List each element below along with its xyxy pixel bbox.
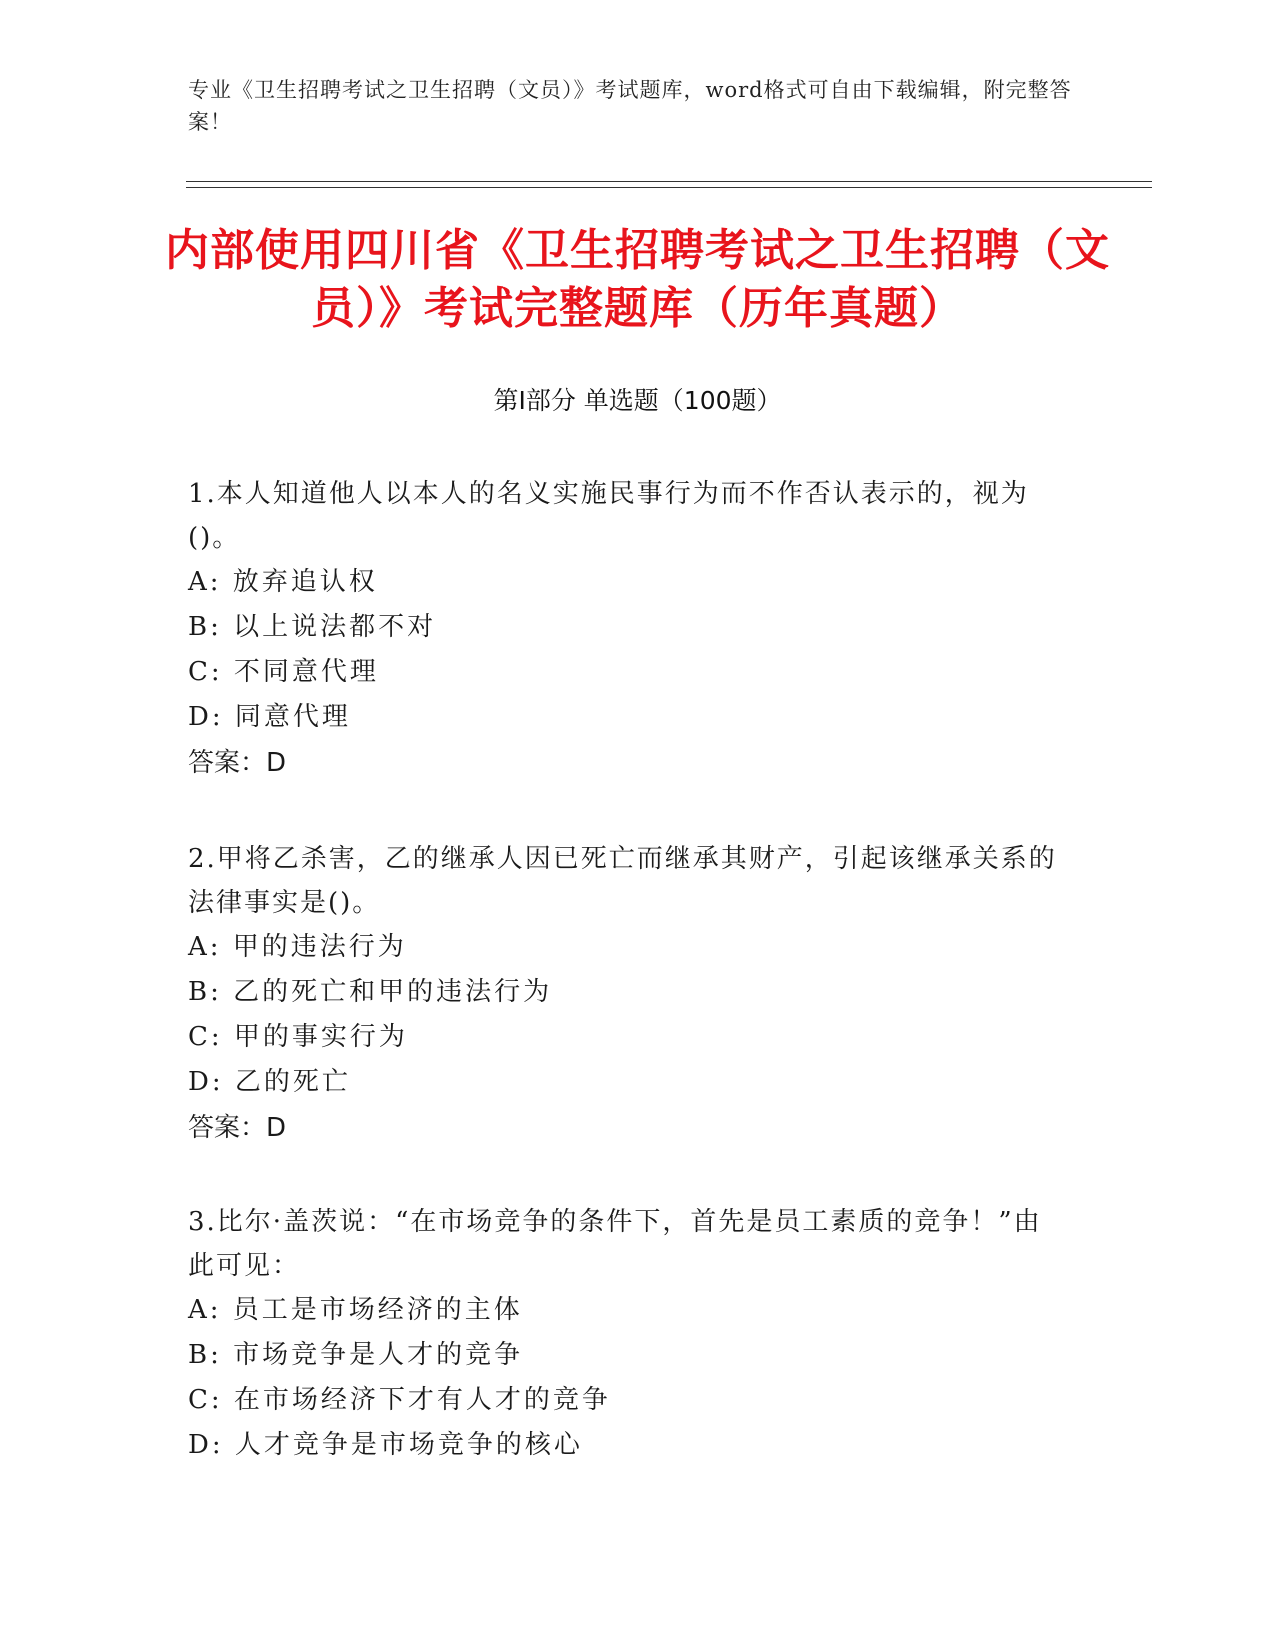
option-d: D: 乙的死亡 [188,1067,351,1097]
header-divider-bottom [186,187,1152,188]
option-c: C: 在市场经济下才有人才的竞争 [188,1385,611,1415]
option-a: A: 甲的违法行为 [188,932,407,962]
question-stem: 3.比尔·盖茨说：“在市场竞争的条件下，首先是员工素质的竞争！”由此可见： [188,1207,1042,1281]
option-c: C: 不同意代理 [188,657,379,687]
question-stem: 1.本人知道他人以本人的名义实施民事行为而不作否认表示的，视为()。 [188,479,1029,553]
answer: 答案：D [188,748,287,778]
document-title: 内部使用四川省《卫生招聘考试之卫生招聘（文员）》考试完整题库（历年真题） [165,225,1110,334]
option-b: B: 市场竞争是人才的竞争 [188,1340,524,1370]
option-a: A: 员工是市场经济的主体 [188,1295,523,1325]
option-a: A: 放弃追认权 [188,567,378,597]
option-d: D: 同意代理 [188,702,351,732]
section-title: 第Ⅰ部分 单选题（100题） [493,386,782,415]
header-note: 专业《卫生招聘考试之卫生招聘（文员）》考试题库，word格式可自由下载编辑，附完整答案！ [188,78,1072,134]
option-d: D: 人才竞争是市场竞争的核心 [188,1430,583,1460]
question-3 [188,1200,1068,1468]
option-b: B: 以上说法都不对 [188,612,437,642]
header-divider-top [186,181,1152,182]
option-b: B: 乙的死亡和甲的违法行为 [188,977,553,1007]
question-1 [188,472,1068,786]
question-2 [188,837,1068,1151]
answer: 答案：D [188,1113,287,1143]
question-stem: 2.甲将乙杀害，乙的继承人因已死亡而继承其财产，引起该继承关系的法律事实是()。 [188,844,1057,918]
option-c: C: 甲的事实行为 [188,1022,408,1052]
